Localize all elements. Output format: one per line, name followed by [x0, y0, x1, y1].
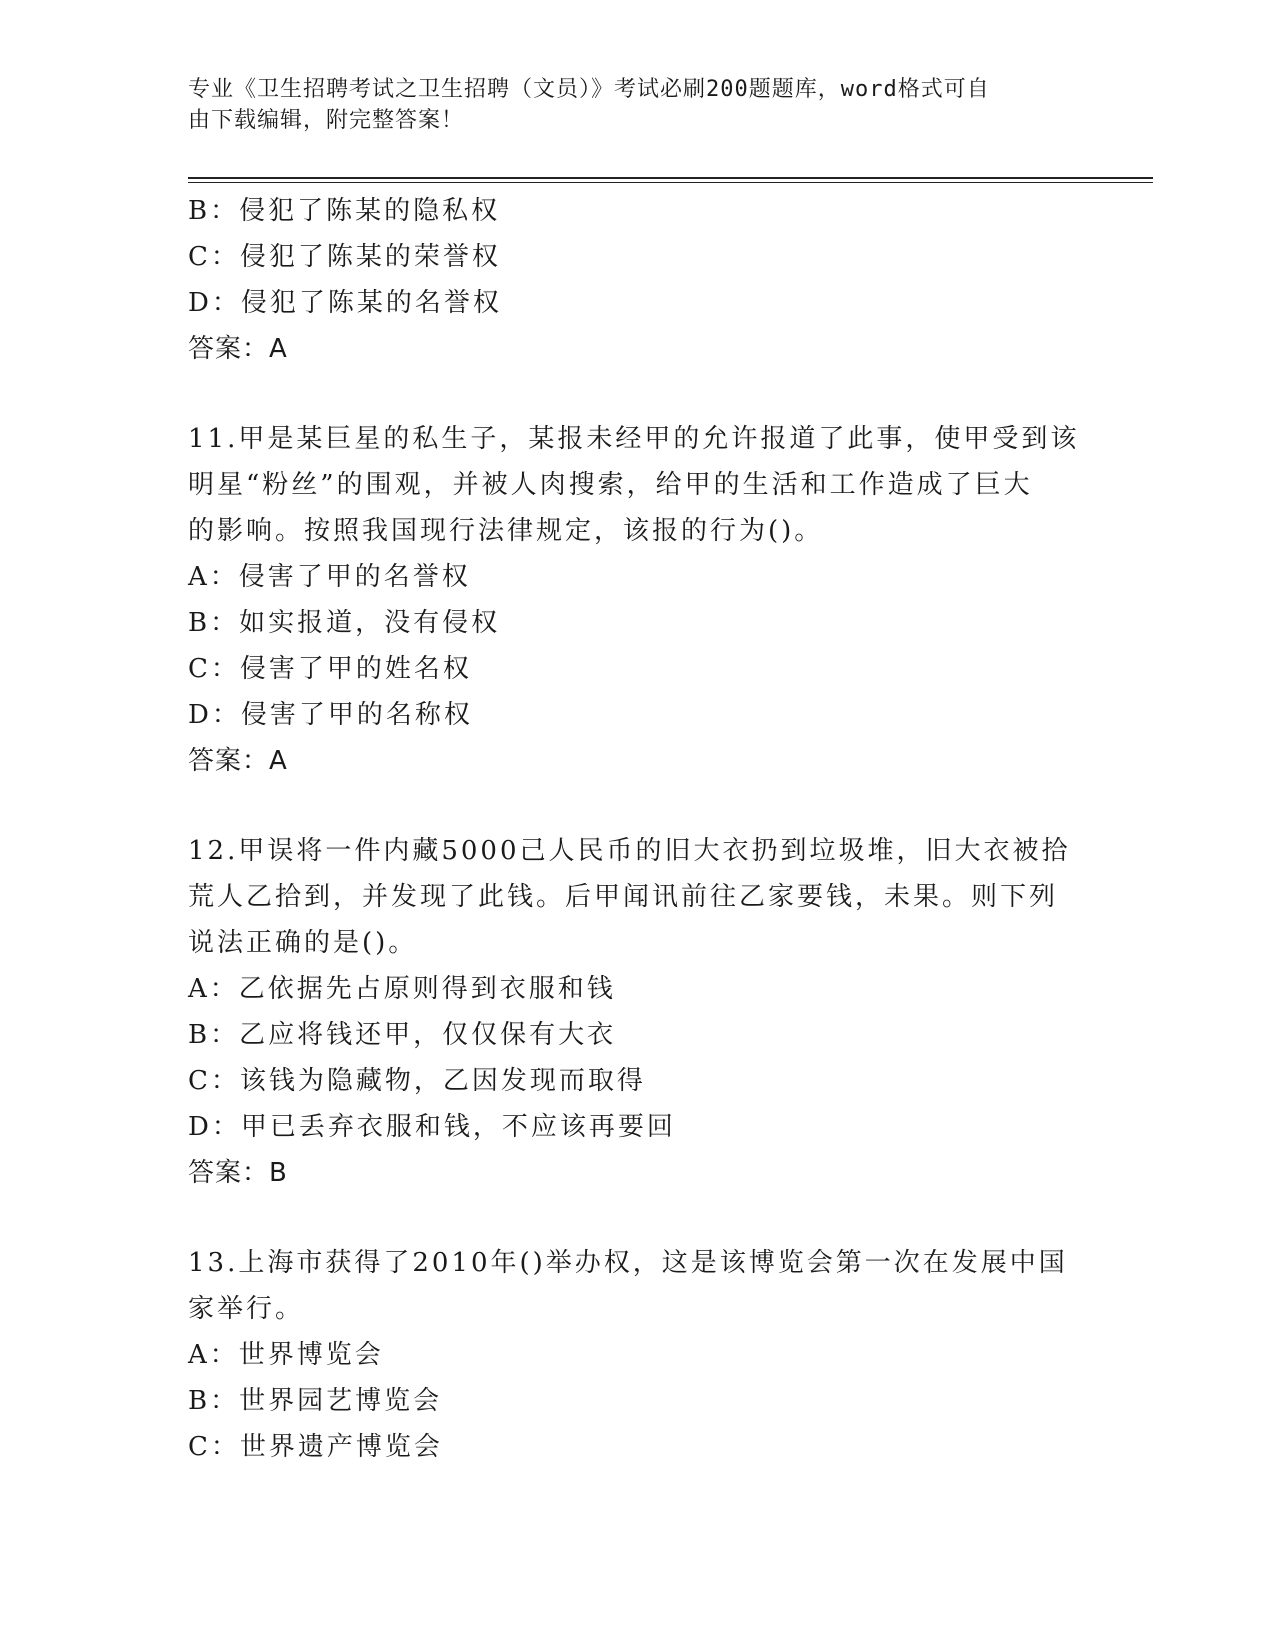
document-header: [188, 74, 1068, 136]
answer-line: 答案：A: [188, 746, 288, 776]
answer-line: 答案：B: [188, 1158, 288, 1188]
question-stem-line: 的影响。按照我国现行法律规定，该报的行为()。: [188, 516, 824, 546]
answer-line: 答案：A: [188, 334, 288, 364]
question-stem-line: 12.甲误将一件内藏5000己人民币的旧大衣扔到垃圾堆，旧大衣被拾: [188, 836, 1071, 866]
question-block-13: [188, 1240, 1088, 1470]
option-a: A：乙依据先占原则得到衣服和钱: [188, 974, 616, 1004]
question-stem-line: 荒人乙拾到，并发现了此钱。后甲闻讯前往乙家要钱，未果。则下列: [188, 882, 1059, 912]
option-b: B：如实报道，没有侵权: [188, 608, 501, 638]
option-c: C：侵害了甲的姓名权: [188, 654, 472, 684]
option-c: C：侵犯了陈某的荣誉权: [188, 242, 501, 272]
header-line-1: 专业《卫生招聘考试之卫生招聘（文员）》考试必刷200题题库，word格式可自: [188, 77, 990, 102]
option-b: B：侵犯了陈某的隐私权: [188, 196, 501, 226]
header-line-2: 由下载编辑，附完整答案！: [188, 108, 465, 133]
option-c: C：世界遗产博览会: [188, 1432, 443, 1462]
option-b: B：乙应将钱还甲，仅仅保有大衣: [188, 1020, 617, 1050]
option-d: D：甲已丢弃衣服和钱，不应该再要回: [188, 1112, 676, 1142]
option-d: D：侵害了甲的名称权: [188, 700, 473, 730]
header-rule-thick: [188, 177, 1153, 179]
option-c: C：该钱为隐藏物，乙因发现而取得: [188, 1066, 646, 1096]
question-block-11: [188, 416, 1088, 784]
question-block-prev: [188, 188, 1088, 372]
question-stem-line: 明星“粉丝”的围观，并被人肉搜索，给甲的生活和工作造成了巨大: [188, 470, 1033, 500]
question-content: [188, 188, 1088, 1470]
question-stem-line: 说法正确的是()。: [188, 928, 418, 958]
question-stem-line: 11.甲是某巨星的私生子，某报未经甲的允许报道了此事，使甲受到该: [188, 424, 1080, 454]
option-a: A：世界博览会: [188, 1340, 384, 1370]
option-b: B：世界园艺博览会: [188, 1386, 443, 1416]
option-d: D：侵犯了陈某的名誉权: [188, 288, 502, 318]
question-stem-line: 家举行。: [188, 1294, 305, 1324]
question-stem-line: 13.上海市获得了2010年()举办权，这是该博览会第一次在发展中国: [188, 1248, 1068, 1278]
option-a: A：侵害了甲的名誉权: [188, 562, 471, 592]
question-block-12: [188, 828, 1088, 1196]
header-rule-thin: [188, 182, 1153, 183]
